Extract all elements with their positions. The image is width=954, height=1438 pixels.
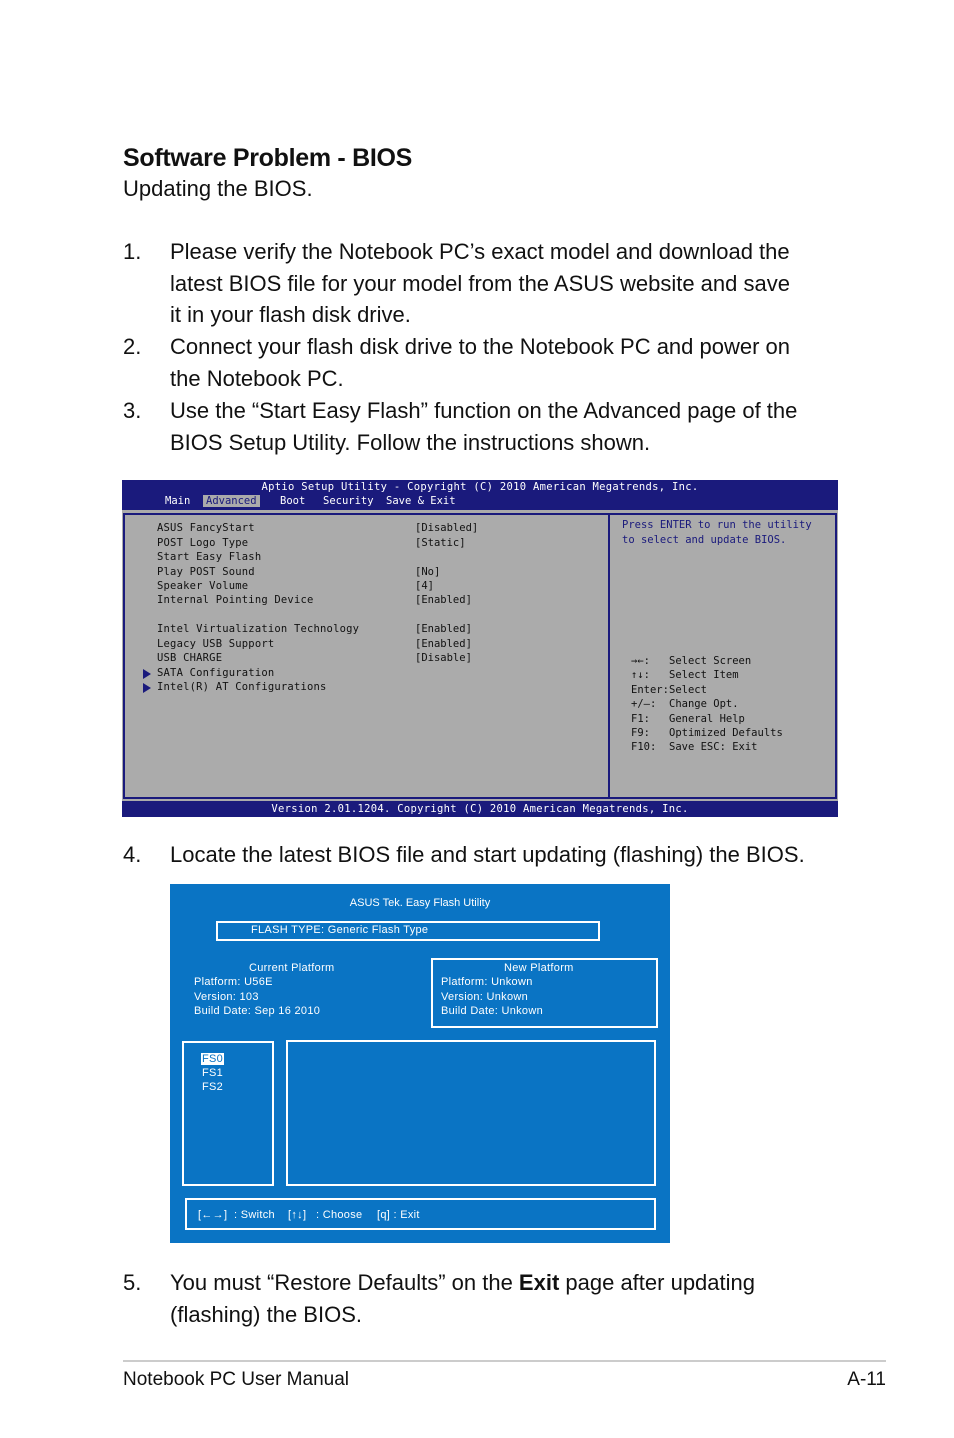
new-version: Version: Unkown	[441, 991, 529, 1003]
bios-value[interactable]: [Enabled]	[415, 623, 472, 635]
step-line: the Notebook PC.	[170, 365, 344, 391]
drive-item-fs0[interactable]: FS0	[202, 1053, 224, 1065]
step-line: Connect your flash disk drive to the Notebook PC and power on	[170, 334, 791, 359]
help-line: to select and update BIOS.	[622, 533, 787, 546]
step-line: Use the “Start Easy Flash” function on the Advanced page of the	[170, 398, 798, 423]
bios-title: Aptio Setup Utility - Copyright (C) 2010 American Megatrends, Inc.	[261, 481, 699, 493]
current-version: Version: 103	[194, 991, 259, 1003]
switch-hint: : Switch	[234, 1209, 275, 1221]
step-line: latest BIOS file for your model from the ASUS website and save	[170, 270, 790, 296]
bios-item-post-sound[interactable]: Play POST Sound	[157, 566, 255, 578]
key-desc: Change Opt.	[669, 698, 739, 711]
flash-type: FLASH TYPE: Generic Flash Type	[251, 924, 429, 936]
page-number: A-11	[847, 1369, 886, 1390]
bios-setup-screenshot	[122, 480, 838, 817]
file-list-box[interactable]	[286, 1040, 656, 1186]
bios-item-sata-config[interactable]: SATA Configuration	[157, 667, 275, 679]
step-line: (flashing) the BIOS.	[170, 1301, 362, 1327]
key-desc: Save ESC: Exit	[669, 741, 758, 754]
current-platform: Platform: U56E	[194, 976, 273, 988]
help-line: Press ENTER to run the utility	[622, 519, 812, 531]
step-line: BIOS Setup Utility. Follow the instructions shown.	[170, 429, 651, 455]
bios-version-bar: Version 2.01.1204. Copyright (C) 2010 American Megatrends, Inc.	[122, 801, 838, 817]
key-label: Enter:	[631, 683, 669, 696]
bios-value[interactable]: [Disable]	[415, 652, 472, 664]
new-build-date: Build Date: Unkown	[441, 1005, 544, 1017]
step-line: Locate the latest BIOS file and start updating (flashing) the BIOS.	[170, 842, 805, 867]
tab-advanced[interactable]: Advanced	[203, 495, 260, 507]
step-number: 4.	[123, 842, 142, 867]
page-subheading: Updating the BIOS.	[123, 176, 313, 201]
bios-value[interactable]: [4]	[415, 580, 434, 592]
key-desc: Select Item	[669, 669, 739, 682]
new-platform: Platform: Unkown	[441, 976, 533, 988]
submenu-arrow-icon	[143, 683, 151, 693]
choose-key-icon: [↑↓]	[288, 1209, 307, 1221]
key-label: F9:	[631, 726, 650, 739]
step-line: Please verify the Notebook PC’s exact model and download the	[170, 239, 790, 264]
bios-value[interactable]: [Static]	[415, 537, 466, 549]
tab-security[interactable]: Security	[323, 495, 374, 507]
key-label: F10:	[631, 741, 657, 754]
step-line	[170, 1267, 850, 1299]
footer-title: Notebook PC User Manual	[123, 1369, 349, 1390]
key-desc: Optimized Defaults	[669, 726, 783, 739]
bios-divider	[608, 513, 610, 799]
key-desc: Select	[669, 683, 707, 696]
bios-item-intel-at[interactable]: Intel(R) AT Configurations	[157, 681, 327, 693]
easy-flash-title: ASUS Tek. Easy Flash Utility	[349, 897, 491, 909]
bios-item-fancystart[interactable]: ASUS FancyStart	[157, 522, 255, 534]
step-text: page after updating	[559, 1270, 755, 1295]
tab-boot[interactable]: Boot	[280, 495, 306, 507]
bios-item-virtualization[interactable]: Intel Virtualization Technology	[157, 623, 360, 635]
key-desc: Select Screen	[669, 655, 752, 667]
exit-keyword: Exit	[518, 1270, 560, 1295]
drive-item-fs2[interactable]: FS2	[202, 1081, 224, 1093]
bios-help-text	[622, 518, 822, 547]
bios-item-start-easy-flash[interactable]: Start Easy Flash	[157, 551, 262, 563]
drive-item-fs1[interactable]: FS1	[202, 1067, 224, 1079]
bios-item-pointing-device[interactable]: Internal Pointing Device	[157, 594, 314, 606]
footer-rule	[123, 1360, 886, 1362]
bios-item-usb-charge[interactable]: USB CHARGE	[157, 652, 223, 664]
step-text: You must “Restore Defaults” on the	[170, 1270, 519, 1295]
tab-main[interactable]: Main	[165, 495, 191, 507]
step-number: 2.	[123, 334, 142, 359]
bios-value[interactable]: [Disabled]	[415, 522, 479, 534]
easy-flash-screenshot	[170, 884, 670, 1243]
bios-value[interactable]: [Enabled]	[415, 638, 472, 650]
bios-value[interactable]: [No]	[415, 566, 441, 578]
tab-save-exit[interactable]: Save & Exit	[386, 495, 456, 507]
current-build-date: Build Date: Sep 16 2010	[194, 1005, 321, 1017]
current-platform-heading: Current Platform	[249, 962, 335, 974]
step-line: it in your flash disk drive.	[170, 302, 411, 327]
step-number: 5.	[123, 1270, 142, 1295]
bios-title-bar	[122, 480, 838, 510]
choose-hint: : Choose	[316, 1209, 363, 1221]
bios-value[interactable]: [Enabled]	[415, 594, 472, 606]
step-number: 3.	[123, 398, 142, 423]
arrows-up-down-icon: ↑↓:	[631, 669, 650, 682]
step-number: 1.	[123, 239, 142, 264]
key-label: F1:	[631, 712, 650, 725]
page-heading: Software Problem - BIOS	[123, 144, 412, 172]
bios-item-legacy-usb[interactable]: Legacy USB Support	[157, 638, 275, 650]
arrows-left-right-icon: →←:	[631, 655, 650, 667]
bios-item-post-logo[interactable]: POST Logo Type	[157, 537, 249, 549]
bios-item-speaker-volume[interactable]: Speaker Volume	[157, 580, 249, 592]
switch-key-icon: [←→]	[198, 1209, 228, 1221]
key-label: +/—:	[631, 698, 657, 711]
key-desc: General Help	[669, 712, 745, 725]
exit-hint: [q] : Exit	[377, 1209, 420, 1221]
submenu-arrow-icon	[143, 669, 151, 679]
new-platform-heading: New Platform	[504, 962, 574, 974]
drive-list-box	[182, 1041, 274, 1186]
